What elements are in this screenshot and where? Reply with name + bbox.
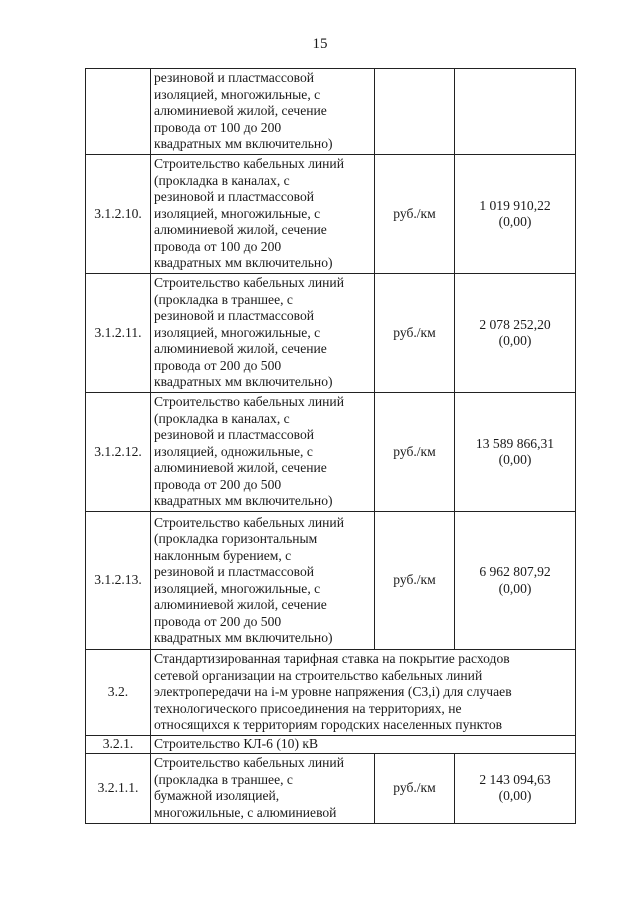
section-number: 3.2. <box>86 650 151 736</box>
row-description: Строительство кабельных линий (прокладка в траншее, с резиновой и пластмассовой изоляцией, многожильные, с алюминиевой жилой, сечение провода от 200 до 500 квадратных мм включительно) <box>151 274 375 393</box>
subsection-number: 3.2.1. <box>86 736 151 754</box>
row-number: 3.1.2.12. <box>86 393 151 512</box>
row-description: Строительство кабельных линий (прокладка в траншее, с бумажной изоляцией, многожильные, с алюминиевой <box>151 753 375 823</box>
table-row <box>86 155 576 274</box>
row-description: Строительство кабельных линий (прокладка горизонтальным наклонным бурением, с резиновой и пластмассовой изоляцией, многожильные, с алюминиевой жилой, сечение провода от 200 до 500 квадратных мм включительно) <box>151 512 375 650</box>
row-description: Строительство кабельных линий (прокладка в каналах, с резиновой и пластмассовой изоляцией, одножильные, с алюминиевой жилой, сечение провода от 200 до 500 квадратных мм включительно) <box>151 393 375 512</box>
page-number: 15 <box>312 36 328 52</box>
row-unit: руб./км <box>375 512 455 650</box>
subsection-row <box>86 736 576 754</box>
row-description: Строительство кабельных линий (прокладка в каналах, с резиновой и пластмассовой изоляцией, многожильные, с алюминиевой жилой, сечение провода от 100 до 200 квадратных мм включительно) <box>151 155 375 274</box>
row-number <box>86 69 151 155</box>
row-description: резиновой и пластмассовой изоляцией, многожильные, с алюминиевой жилой, сечение провода от 100 до 200 квадратных мм включительно) <box>151 69 375 155</box>
section-description: Стандартизированная тарифная ставка на покрытие расходов сетевой организации на строительство кабельных линий электропередачи на i-м уровне напряжения (C3,i) для случаев технологического присоединения на территориях, не относящихся к территориям городских населенных пунктов <box>151 650 576 736</box>
row-unit: руб./км <box>375 753 455 823</box>
row-unit: руб./км <box>375 274 455 393</box>
table-row <box>86 753 576 823</box>
row-value: 13 589 866,31 (0,00) <box>455 393 576 512</box>
row-unit: руб./км <box>375 155 455 274</box>
row-number: 3.1.2.11. <box>86 274 151 393</box>
row-number: 3.1.2.13. <box>86 512 151 650</box>
row-value: 2 143 094,63 (0,00) <box>455 753 576 823</box>
row-value: 1 019 910,22 (0,00) <box>455 155 576 274</box>
row-value: 2 078 252,20 (0,00) <box>455 274 576 393</box>
row-unit <box>375 69 455 155</box>
tariff-table <box>85 68 576 824</box>
table-row <box>86 69 576 155</box>
row-value: 6 962 807,92 (0,00) <box>455 512 576 650</box>
table-row <box>86 512 576 650</box>
row-number: 3.2.1.1. <box>86 753 151 823</box>
row-number: 3.1.2.10. <box>86 155 151 274</box>
table-row <box>86 393 576 512</box>
table-row <box>86 274 576 393</box>
row-unit: руб./км <box>375 393 455 512</box>
subsection-title: Строительство КЛ-6 (10) кВ <box>151 736 576 754</box>
section-row <box>86 650 576 736</box>
row-value <box>455 69 576 155</box>
